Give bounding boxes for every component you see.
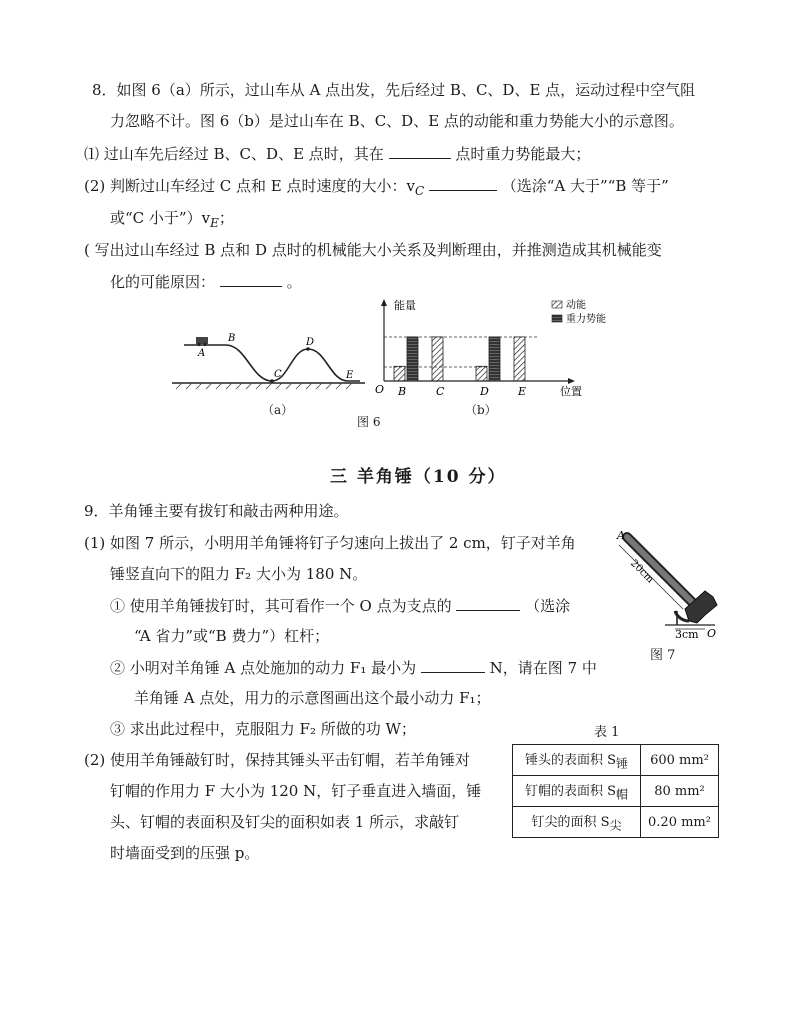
q8-answer-blank-2[interactable] [429, 176, 497, 191]
q9-item2-text-b: N，请在图 7 中 [489, 659, 597, 677]
q8-part2 [84, 176, 669, 201]
ground-hatch [176, 383, 352, 389]
legend-swatch-pe [552, 315, 562, 322]
figure-6-caption: 图 6 [357, 415, 381, 429]
q9-item1 [110, 596, 570, 616]
table-cell-value: 600 mm² [641, 745, 719, 776]
q8-part2-text-c: 或“C 小于”）v [110, 209, 211, 227]
q8-part1 [84, 144, 590, 164]
table-row [513, 745, 719, 776]
q8-line1: 8．如图 6（a）所示，过山车从 A 点出发，先后经过 B、C、D、E 点，运动过程中空气阻 [92, 81, 696, 99]
label-a: A [617, 529, 625, 542]
bar-kinetic-energy-b [394, 366, 405, 381]
q8-part2-text-d: ； [218, 209, 234, 227]
q8-line2: 力忽略不计。图 6（b）是过山车在 B、C、D、E 点的动能和重力势能大小的示意图。 [110, 112, 684, 130]
row-name: 钉帽的表面积 S [524, 783, 617, 799]
table-cell-name [513, 776, 641, 807]
q9-part2-line2: 钉帽的作用力 F 大小为 120 N，钉子垂直进入墙面，锤 [110, 782, 482, 800]
table-cell-name [513, 745, 641, 776]
table-1 [512, 744, 719, 838]
cart-wheel [203, 343, 206, 346]
q9-item3: ③ 求出此过程中，克服阻力 F₂ 所做的功 W； [110, 720, 416, 738]
track-label-e: E [346, 370, 354, 381]
bar-kinetic-energy-c [432, 337, 443, 381]
track-label-b: B [228, 333, 236, 344]
x-tick-c: C [436, 385, 445, 398]
q9-intro: 9．羊角锤主要有拔钉和敲击两种用途。 [84, 502, 349, 520]
x-tick-e: E [518, 385, 527, 398]
q9-item1-text-b: （选涂 [525, 597, 571, 615]
figure-6a-caption: （a） [262, 403, 294, 417]
table-cell-name [513, 807, 641, 838]
section-3-title: 三 羊角锤（10 分） [330, 467, 507, 487]
length-3cm: 3cm [675, 628, 699, 641]
table-row [513, 807, 719, 838]
q8-part1-text-b: 点时重力势能最大； [455, 145, 591, 163]
legend-swatch-ke [552, 301, 562, 308]
label-o: O [707, 627, 717, 640]
row-sub: 帽 [616, 787, 629, 802]
q9-answer-blank-2[interactable] [421, 658, 485, 673]
q8-part1-text-a: ⑴ 过山车先后经过 B、C、D、E 点时，其在 [84, 145, 384, 163]
q9-part1-line1: (1) 如图 7 所示，小明用羊角锤将钉子匀速向上拔出了 2 cm，钉子对羊角 [84, 534, 576, 552]
coaster-cart [196, 337, 208, 344]
q9-part1-line2: 锤竖直向下的阻力 F₂ 大小为 180 N。 [110, 565, 368, 583]
bar-kinetic-energy-e [514, 337, 525, 381]
figure-7-caption: 图 7 [650, 648, 676, 663]
bar-potential-energy-d [489, 337, 500, 381]
chart-x-arrow [568, 378, 575, 384]
q9-item1-text-a: ① 使用羊角锤拔钉时，其可看作一个 O 点为支点的 [110, 597, 452, 615]
q8-part2-text-a: (2) 判断过山车经过 C 点和 E 点时速度的大小：v [84, 177, 415, 195]
q8-part2-cont [110, 208, 234, 233]
legend-pe: 重力势能 [566, 314, 606, 325]
row-sub: 锤 [616, 756, 629, 771]
q9-answer-blank-1[interactable] [456, 596, 520, 611]
q8-part2-sub-e: E [210, 216, 219, 230]
x-tick-d: D [480, 385, 489, 398]
table-1-caption: 表 1 [594, 725, 620, 740]
table-cell-value: 80 mm² [641, 776, 719, 807]
q8-part3: ( 写出过山车经过 B 点和 D 点时的机械能大小关系及判断理由，并推测造成其机械能变 [84, 241, 662, 259]
q9-item2-cont: 羊角锤 A 点处，用力的示意图画出这个最小动力 F₁； [134, 689, 491, 707]
bar-kinetic-energy-d [476, 366, 487, 381]
chart-y-label: 能量 [394, 299, 416, 312]
track-label-a: A [198, 348, 206, 359]
q8-part3-cont [110, 272, 302, 292]
track-label-c: C [274, 369, 282, 380]
q9-part2-line1: (2) 使用羊角锤敲钉时，保持其锤头平击钉帽，若羊角锤对 [84, 751, 471, 769]
figure-6b-caption: （b） [465, 403, 497, 417]
figure-6a-track [170, 325, 370, 410]
q9-part2-line3: 头、钉帽的表面积及钉尖的面积如表 1 所示，求敲钉 [110, 813, 460, 831]
length-20cm: 20cm [628, 558, 656, 586]
chart-x-label: 位置 [560, 385, 582, 398]
chart-origin: O [375, 383, 385, 396]
cart-wheel [197, 343, 200, 346]
q8-part3-text-b: 化的可能原因： [110, 273, 216, 291]
q8-part3-text-c: 。 [286, 273, 302, 291]
q8-part2-sub-c: C [415, 184, 425, 198]
roller-coaster-track [184, 345, 360, 381]
legend-ke: 动能 [566, 300, 586, 311]
row-name: 钉尖的面积 S [531, 814, 610, 830]
chart-y-arrow [381, 299, 387, 306]
row-sub: 尖 [609, 818, 622, 833]
table-row [513, 776, 719, 807]
q9-item2-text-a: ② 小明对羊角锤 A 点处施加的动力 F₁ 最小为 [110, 659, 417, 677]
q8-part2-text-b: （选涂“A 大于”“B 等于” [501, 177, 669, 195]
table-cell-value: 0.20 mm² [641, 807, 719, 838]
row-name: 锤头的表面积 S [524, 752, 617, 768]
q9-part2-line4: 时墙面受到的压强 p。 [110, 844, 260, 862]
figure-7-hammer [605, 525, 725, 645]
q8-answer-blank-3[interactable] [220, 272, 282, 287]
q9-item2 [110, 658, 597, 678]
track-label-d: D [306, 337, 315, 348]
q8-answer-blank-1[interactable] [389, 144, 451, 159]
q9-item1-cont: “A 省力”或“B 费力”）杠杆； [134, 627, 330, 645]
x-tick-b: B [398, 385, 407, 398]
bar-potential-energy-b [407, 337, 418, 381]
